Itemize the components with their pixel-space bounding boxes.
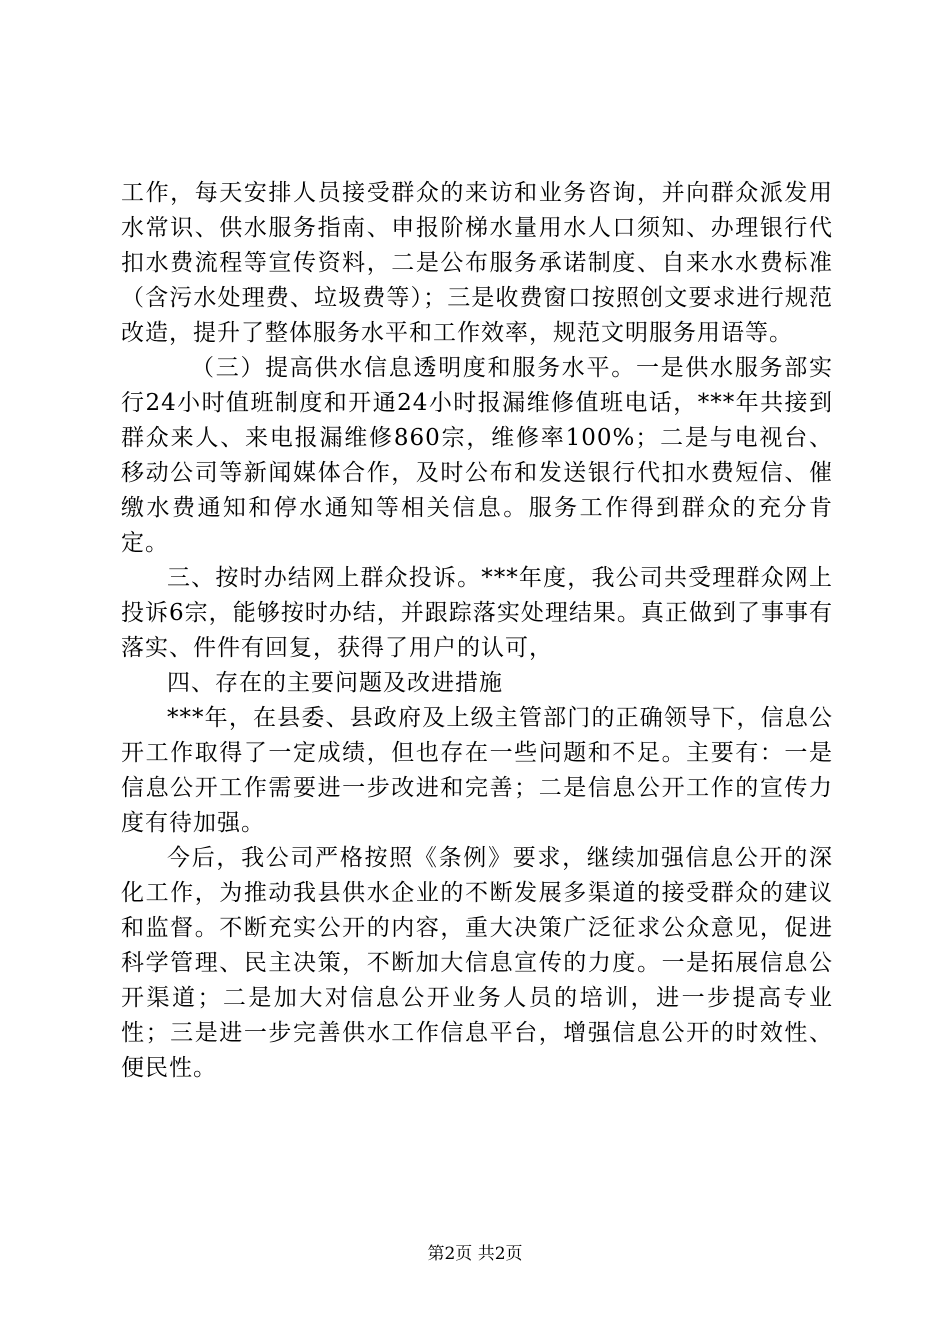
paragraph-problems: ***年，在县委、县政府及上级主管部门的正确领导下，信息公开工作取得了一定成绩，但也存在一些问题和不足。主要有：一是信息公开工作需要进一步改进和完善；二是信息公开工作的宣传力度有待加强。 bbox=[121, 705, 833, 836]
paragraph-service-window: 工作，每天安排人员接受群众的来访和业务咨询，并向群众派发用水常识、供水服务指南、申报阶梯水量用水人口须知、办理银行代扣水费流程等宣传资料，二是公布服务承诺制度、自来水水费标准（含污水处理费、垃圾费等）；三是收费窗口按照创文要求进行规范改造，提升了整体服务水平和工作效率，规范文明服务用语等。 bbox=[121, 180, 833, 346]
section-heading-problems: 四、存在的主要问题及改进措施 bbox=[167, 670, 503, 696]
document-body bbox=[121, 176, 833, 1086]
page-number-footer: 第2页 共2页 bbox=[427, 1244, 523, 1264]
paragraph-improvements: 今后，我公司严格按照《条例》要求，继续加强信息公开的深化工作，为推动我县供水企业的不断发展多渠道的接受群众的建议和监督。不断充实公开的内容，重大决策广泛征求公众意见，促进科学管理、民主决策，不断加大信息宣传的力度。一是拓展信息公开渠道；二是加大对信息公开业务人员的培训，进一步提高专业性；三是进一步完善供水工作信息平台，增强信息公开的时效性、便民性。 bbox=[121, 845, 833, 1081]
paragraph-online-complaints: 三、按时办结网上群众投诉。***年度，我公司共受理群众网上投诉6宗，能够按时办结，并跟踪落实处理结果。真正做到了事事有落实、件件有回复，获得了用户的认可， bbox=[121, 565, 833, 661]
paragraph-transparency: （三）提高供水信息透明度和服务水平。一是供水服务部实行24小时值班制度和开通24小时报漏维修值班电话，***年共接到群众来人、来电报漏维修860宗，维修率100%；二是与电视台、移动公司等新闻媒体合作，及时公布和发送银行代扣水费短信、催缴水费通知和停水通知等相关信息。服务工作得到群众的充分肯定。 bbox=[121, 355, 833, 556]
